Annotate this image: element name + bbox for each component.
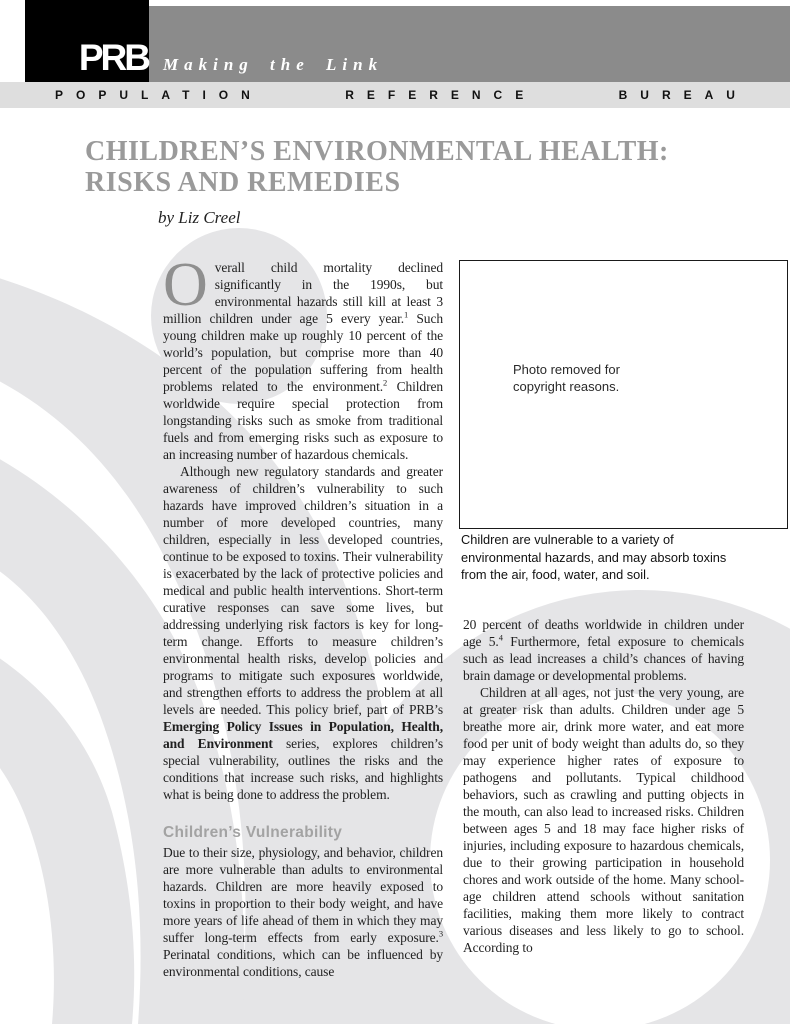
prb-logo: PRB — [78, 37, 148, 78]
page-title-line2: RISKS AND REMEDIES — [85, 167, 401, 198]
paragraph-children-all-ages: Children at all ages, not just the very young, are at greater risk than adults. Children under age 5 breathe more air, drink more water, and eat more food per unit of body weight than adults do, so they may experience higher rates of exposure to pathogens and pollutants. Typical childhood behaviors, such as crawling and putting objects in the mouth, can also lead to increased risks. Children between ages 5 and 18 may face higher risks of injuries, including exposure to hazardous chemicals, due to their growing participation in household chores and work outside of the home. Many school-age children attend schools without sanitation facilities, making them more likely to contract various diseases and less likely to go to school. According to — [463, 685, 744, 955]
byline: by Liz Creel — [158, 208, 241, 227]
prb-logo-box — [25, 0, 149, 82]
paragraph-overview-text: verall child mortality declined significantly in the 1990s, but environmental hazards still kill at least 3 million children under age 5 every year.$^1$ Such young children make up roughly 10 percent of the world’s population, but comprise more than 40 percent of the population suffering from health problems related to the environment.$^2$ Children worldwide require special protection from longstanding risks such as smoke from traditional fuels and from emerging risks such as exposure to an increasing number of hazardous chemicals. — [163, 260, 444, 462]
photo-placeholder-box — [459, 260, 788, 529]
photo-removed-notice: Photo removed for copyright reasons. — [513, 362, 620, 394]
org-name-word: BUREAU — [618, 88, 748, 102]
paragraph-vulnerability: Due to their size, physiology, and behavior, children are more vulnerable than adults to environmental hazards. Children are more heavily exposed to toxins in proportion to their body weight, and have more years of life ahead of them in which they may suffer long-term effects from early exposure.$^3$ Perinatal conditions, which can be influenced by environmental conditions, cause — [163, 845, 443, 979]
org-name-strip — [0, 82, 790, 108]
paragraph-deaths-worldwide: 20 percent of deaths worldwide in children under age 5.$^4$ Furthermore, fetal exposure to chemicals such as lead increases a child’s chances of having brain damage or developmental problems. — [463, 617, 744, 683]
right-column — [463, 616, 744, 956]
org-name-word: REFERENCE — [345, 88, 537, 102]
org-name — [55, 82, 748, 108]
paragraph-overview — [163, 251, 444, 463]
left-column — [163, 251, 444, 980]
drop-cap: O — [163, 251, 208, 319]
org-name-word: POPULATION — [55, 88, 263, 102]
page-title — [85, 136, 745, 198]
series-tagline: Making the Link — [163, 55, 384, 74]
section-heading-childrens-vulnerability: Children’s Vulnerability — [163, 824, 343, 841]
photo-caption: Children are vulnerable to a variety of environmental hazards, and may absorb toxins from the air, food, water, and soil. — [461, 532, 727, 582]
paragraph-policy-brief: Although new regulatory standards and greater awareness of children’s vulnerability to such hazards have improved children’s situation in a number of more developed countries, many children, especially in less developed countries, continue to be exposed to toxins. Their vulnerability is exacerbated by the lack of protective policies and medical and public health interventions. Short-term curative responses can save some lives, but addressing underlying risk factors is key for long-term change. Efforts to measure children’s environmental health risks, develop policies and programs to mitigate such exposures worldwide, and strengthen efforts to address the problem at all levels are needed. This policy brief, part of PRB’s Emerging Policy Issues in Population, Health, and Environment series, explores children’s special vulnerability, outlines the risks and the conditions that increase such risks, and highlights what is being done to address the problem. — [163, 464, 443, 802]
page-title-line1: CHILDREN’S ENVIRONMENTAL HEALTH: — [85, 136, 669, 167]
